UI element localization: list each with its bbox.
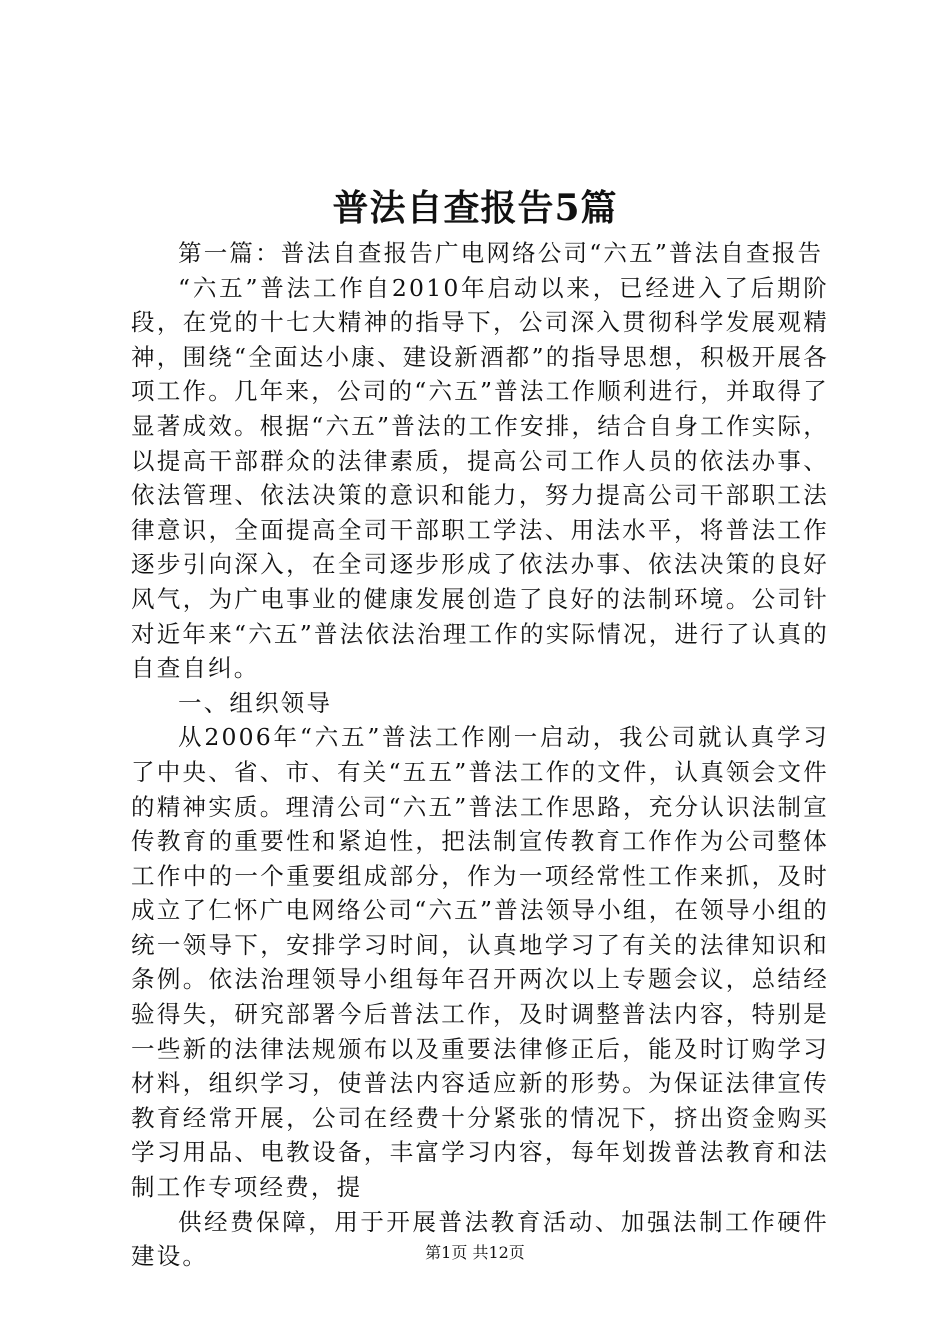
document-title: 普法自查报告5篇 bbox=[332, 187, 618, 229]
paragraph-funding: 供经费保障，用于开展普法教育活动、加强法制工作硬件建设。 bbox=[131, 1207, 829, 1271]
paragraph-organization: 从2006年“六五”普法工作刚一启动，我公司就认真学习了中央、省、市、有关“五五”普法工作的文件，认真领会文件的精神实质。理清公司“六五”普法工作思路，充分认识法制宣传教育的重要性和紧迫性，把法制宣传教育工作作为公司整体工作中的一个重要组成部分，作为一项经常性工作来抓，及时成立了仁怀广电网络公司“六五”普法领导小组，在领导小组的统一领导下，安排学习时间，认真地学习了有关的法律知识和条例。依法治理领导小组每年召开两次以上专题会议，总结经验得失，研究部署今后普法工作，及时调整普法内容，特别是一些新的法律法规颁布以及重要法律修正后，能及时订购学习材料，组织学习，使普法内容适应新的形势。为保证法律宣传教育经常开展，公司在经费十分紧张的情况下，挤出资金购买学习用品、电教设备，丰富学习内容，每年划拨普法教育和法制工作专项经费，提 bbox=[131, 723, 829, 1202]
paragraph-part-heading: 第一篇：普法自查报告广电网络公司“六五”普法自查报告 bbox=[178, 239, 824, 267]
section-heading-organization: 一、组织领导 bbox=[178, 688, 333, 717]
document-body bbox=[131, 236, 829, 1274]
paragraph-intro: “六五”普法工作自2010年启动以来，已经进入了后期阶段，在党的十七大精神的指导下，公司深入贯彻科学发展观精神，围绕“全面达小康、建设新酒都”的指导思想，积极开展各项工作。几年来，公司的“六五”普法工作顺利进行，并取得了显著成效。根据“六五”普法的工作安排，结合自身工作实际，以提高干部群众的法律素质，提高公司工作人员的依法办事、依法管理、依法决策的意识和能力，努力提高公司干部职工法律意识，全面提高全司干部职工学法、用法水平，将普法工作逐步引向深入，在全司逐步形成了依法办事、依法决策的良好风气，为广电事业的健康发展创造了良好的法制环境。公司针对近年来“六五”普法依法治理工作的实际情况，进行了认真的自查自纠。 bbox=[131, 273, 829, 683]
page-footer: 第1页 共12页 bbox=[425, 1243, 525, 1262]
